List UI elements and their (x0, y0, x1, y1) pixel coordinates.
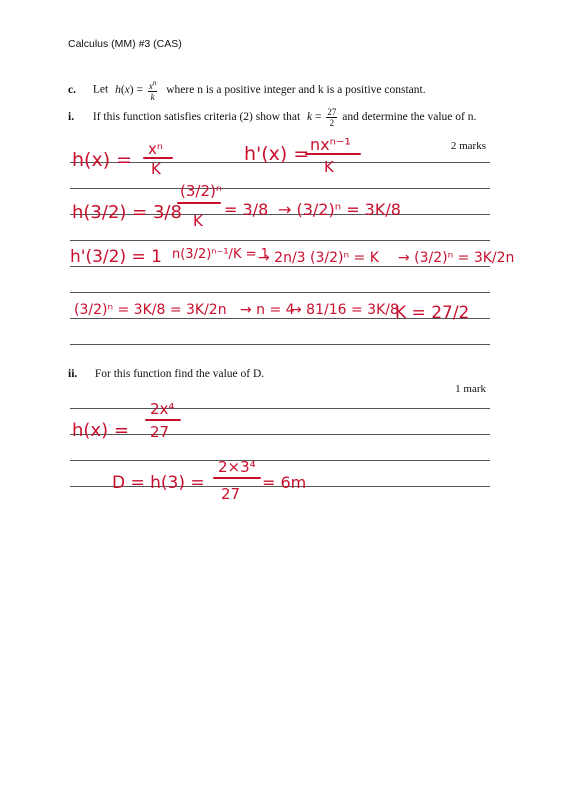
question-c-function: h(x) = $\frac{x^n}{k}$ (115, 79, 157, 102)
question-i-text-before: If this function satisfies criteria (2) show that (92, 111, 301, 124)
page-header: Calculus (MM) #3 (CAS) (68, 38, 182, 50)
question-c-text-before: Let (92, 83, 109, 96)
working-i-n-frac: n(3/2)ⁿ⁻¹/K = 1 (172, 247, 269, 262)
question-ii-marks: 1 mark (455, 383, 486, 395)
question-i-label: i. (68, 111, 75, 124)
question-ii-text: For this function find the value of D. (94, 368, 265, 380)
question-c-label: c. (68, 83, 76, 96)
question-i-text-after: and determine the value of n. (342, 111, 477, 124)
working-i-2n-3: → 2n/3 (3/2)ⁿ = K (258, 250, 379, 266)
working-i-81-16: → 81/16 = 3K/8 (290, 302, 399, 318)
question-i-marks: 2 marks (450, 140, 486, 152)
working-ii-d-eq: D = h(3) = (112, 473, 205, 493)
working-i-frac-bottom: K (193, 212, 203, 230)
working-i-hprime-def: h'(x) = (244, 143, 310, 165)
working-ii-h-num: 2x⁴ (150, 400, 175, 418)
question-ii-label: ii. (68, 368, 78, 380)
working-i-hprime-at-3-2: h'(3/2) = 1 (70, 247, 162, 267)
working-i-3k-2n: → (3/2)ⁿ = 3K/2n (398, 250, 515, 266)
question-i-k-value: k = $\frac{27}{2}$ (307, 107, 337, 128)
fraction-27-over-2: $\frac{27}{2}$ (327, 107, 337, 128)
question-c-text-after: where n is a positive integer and k is a positive constant. (166, 83, 426, 96)
working-i-h-num: xⁿ (148, 140, 163, 158)
fraction-xn-over-k: $\frac{x^n}{k}$ (148, 79, 157, 102)
working-i-equate: (3/2)ⁿ = 3K/8 = 3K/2n (74, 302, 227, 318)
working-ii-h-label: h(x) = (72, 420, 129, 441)
working-ii-d-num: 2×3⁴ (218, 458, 256, 476)
working-i-n-4: → n = 4 (240, 302, 295, 318)
working-i-h-at-3-2: h(3/2) = 3/8 (72, 202, 182, 223)
working-i-hprime-num: nxⁿ⁻¹ (310, 135, 351, 154)
working-i-eq-3-8: = 3/8 (224, 200, 269, 219)
working-i-frac-top: (3/2)ⁿ (180, 182, 222, 200)
working-ii-d-result: = 6m (262, 473, 307, 492)
working-ii-d-den: 27 (221, 485, 241, 503)
working-i-arrow-3k-8: → (3/2)ⁿ = 3K/8 (278, 200, 401, 219)
working-ii-h-den: 27 (150, 423, 170, 441)
working-i-k-result: K = 27/2 (395, 303, 470, 323)
working-i-hprime-den: K (324, 158, 334, 176)
working-i-h-def: h(x) = (72, 149, 133, 171)
working-i-h-den: K (151, 160, 161, 178)
